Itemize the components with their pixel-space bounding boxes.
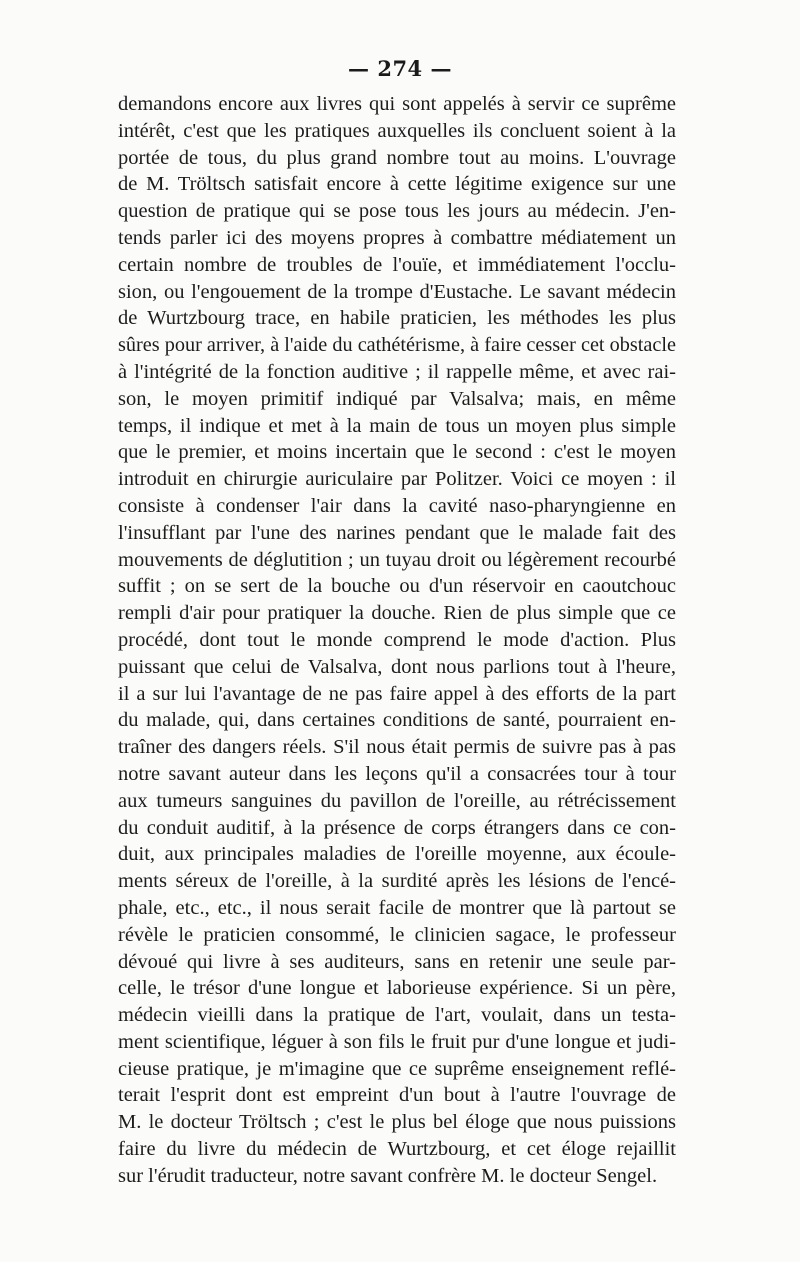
text-line: faire du livre du médecin de Wurtzbourg, et cet éloge rejaillit — [118, 1138, 676, 1161]
text-line: sûres pour arriver, à l'aide du cathétérisme, à faire cesser cet obstacle — [118, 334, 676, 357]
text-line: sion, ou l'engouement de la trompe d'Eustache. Le savant médecin — [118, 280, 676, 303]
text-line: l'insufflant par l'une des narines pendant que le malade fait des — [118, 521, 676, 544]
text-line: traîner des dangers réels. S'il nous était permis de suivre pas à pas — [118, 736, 676, 759]
text-line: portée de tous, du plus grand nombre tout au moins. L'ouvrage — [118, 146, 676, 169]
text-line: phale, etc., etc., il nous serait facile de montrer que là partout se — [118, 896, 676, 919]
text-line: notre savant auteur dans les leçons qu'il a consacrées tour à tour — [118, 762, 676, 785]
text-line: celle, le trésor d'une longue et laborieuse expérience. Si un père, — [118, 977, 676, 1000]
text-line: temps, il indique et met à la main de tous un moyen plus simple — [118, 414, 676, 437]
text-line: ments séreux de l'oreille, à la surdité après les lésions de l'encé- — [118, 870, 676, 893]
text-line: tends parler ici des moyens propres à combattre médiatement un — [118, 226, 676, 249]
body-text — [118, 91, 676, 1190]
text-line: terait l'esprit dont est empreint d'un bout à l'autre l'ouvrage de — [118, 1084, 676, 1107]
text-line: certain nombre de troubles de l'ouïe, et immédiatement l'occlu- — [118, 253, 676, 276]
text-line: révèle le praticien consommé, le clinicien sagace, le professeur — [118, 923, 676, 946]
text-line: son, le moyen primitif indiqué par Valsalva; mais, en même — [118, 387, 676, 410]
text-line: ment scientifique, léguer à son fils le fruit pur d'une longue et judi- — [118, 1030, 676, 1053]
text-line: intérêt, c'est que les pratiques auxquelles ils concluent soient à la — [118, 119, 676, 142]
text-line: cieuse pratique, je m'imagine que ce suprême enseignement reflé- — [118, 1057, 676, 1080]
text-line: introduit en chirurgie auriculaire par Politzer. Voici ce moyen : il — [118, 468, 676, 491]
text-line: procédé, dont tout le monde comprend le mode d'action. Plus — [118, 628, 676, 651]
text-line: suffit ; on se sert de la bouche ou d'un réservoir en caoutchouc — [118, 575, 676, 598]
text-line: sur l'érudit traducteur, notre savant confrère M. le docteur Sengel. — [118, 1164, 658, 1187]
page-number: — 274 — — [348, 56, 452, 81]
text-line: dévoué qui livre à ses auditeurs, sans en retenir une seule par- — [118, 950, 676, 973]
text-line: M. le docteur Tröltsch ; c'est le plus bel éloge que nous puissions — [118, 1111, 676, 1134]
text-line: duit, aux principales maladies de l'oreille moyenne, aux écoule- — [118, 843, 676, 866]
text-line: du conduit auditif, à la présence de corps étrangers dans ce con- — [118, 816, 676, 839]
text-line: aux tumeurs sanguines du pavillon de l'oreille, au rétrécissement — [118, 789, 676, 812]
text-line: du malade, qui, dans certaines conditions de santé, pourraient en- — [118, 709, 676, 732]
text-line: question de pratique qui se pose tous les jours au médecin. J'en- — [118, 200, 676, 223]
text-line: médecin vieilli dans la pratique de l'art, voulait, dans un testa- — [118, 1004, 676, 1027]
text-line: il a sur lui l'avantage de ne pas faire appel à des efforts de la part — [118, 682, 676, 705]
text-line: mouvements de déglutition ; un tuyau droit ou légèrement recourbé — [118, 548, 676, 571]
text-line: consiste à condenser l'air dans la cavité naso-pharyngienne en — [118, 494, 676, 517]
text-line: que le premier, et moins incertain que le second : c'est le moyen — [118, 441, 676, 464]
text-line: de M. Tröltsch satisfait encore à cette légitime exigence sur une — [118, 173, 676, 196]
text-line: rempli d'air pour pratiquer la douche. Rien de plus simple que ce — [118, 602, 676, 625]
text-line: puissant que celui de Valsalva, dont nous parlions tout à l'heure, — [118, 655, 676, 678]
text-line: demandons encore aux livres qui sont appelés à servir ce suprême — [118, 93, 676, 115]
text-line: de Wurtzbourg trace, en habile praticien, les méthodes les plus — [118, 307, 676, 330]
text-line: à l'intégrité de la fonction auditive ; il rappelle même, et avec rai- — [118, 360, 676, 383]
